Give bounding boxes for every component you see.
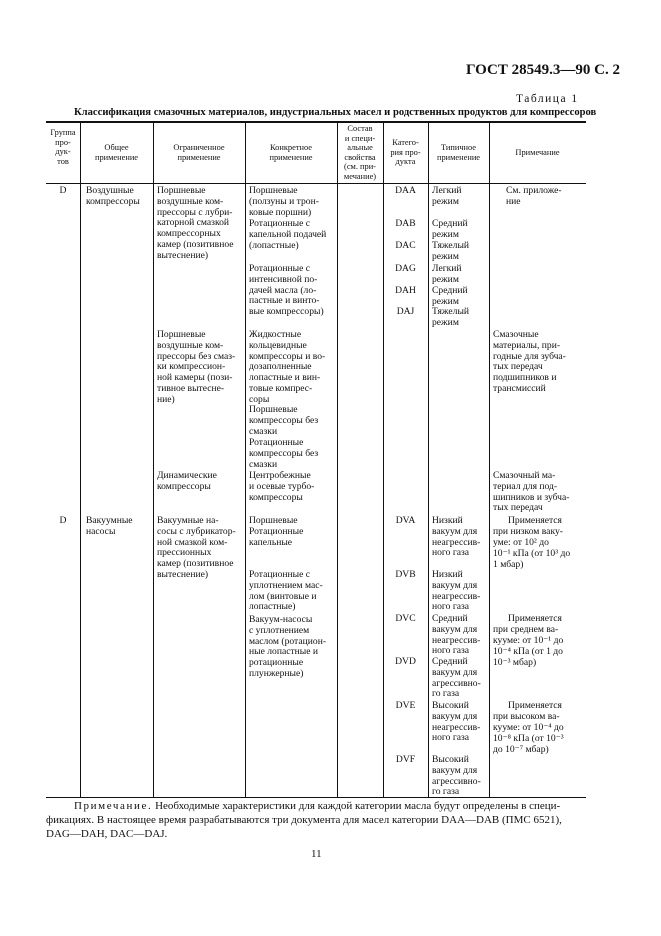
remark-line: до 10⁻⁷ мбар) [493, 744, 549, 755]
category-cell: DAA [395, 185, 416, 196]
col-header-typical: Типичное применение [436, 143, 481, 162]
category-cell: DAC [395, 240, 416, 251]
typical-cell: Легкий режим [432, 263, 462, 285]
remark-line: кууме: от 10⁻⁴ до [493, 722, 564, 733]
remark-cell: Смазочный ма- териал для под- шипников и зубча- тых передач [493, 470, 570, 514]
category-cell: DAB [395, 218, 416, 229]
specific-cell: Поршневые компрессоры без смазки [249, 404, 319, 437]
col-divider [428, 121, 429, 797]
specific-cell: Ротационные с интенсивной по- дачей масла (ло- пастные и винто- вые компрессоры) [249, 263, 324, 318]
col-header-general: Общее применение [94, 143, 139, 162]
page-number: 11 [311, 848, 322, 860]
category-cell: DVE [395, 700, 416, 711]
col-header-group: Группа про- дук- тов [50, 128, 76, 166]
remark-cell: Смазочные материалы, при- годные для зубча- тых передач подшипников и трансмиссий [493, 329, 566, 394]
table-bottom-rule [46, 797, 586, 798]
note-text: Необходимые характеристики для каждой категории масла будут определены в специ- [152, 800, 561, 812]
category-cell: DVC [395, 613, 416, 624]
typical-cell: Низкий вакуум для неагрессив- ного газа [432, 569, 481, 613]
typical-cell: Высокий вакуум для агрессивно- го газа [432, 754, 481, 798]
remark-line: Применяется [508, 613, 562, 624]
col-header-composition: Состав и специ- альные свойства (см. при- мечание) [343, 124, 377, 181]
typical-cell: Низкий вакуум для неагрессив- ного газа [432, 515, 481, 559]
category-cell: DVD [395, 656, 416, 667]
remark-line: уме: от 10² до [493, 537, 549, 548]
table-label: Таблица 1 [516, 93, 579, 105]
remark-line: 10⁻⁴ кПа (от 1 до [493, 646, 563, 657]
specific-cell: Центробежные и осевые турбо- компрессоры [249, 470, 315, 503]
category-cell: DAJ [396, 306, 415, 317]
note-text: DAG—DAH, DAC—DAJ. [46, 828, 168, 840]
col-divider [489, 121, 490, 797]
remark-line: при низком ваку- [493, 526, 563, 537]
limited-cell: Поршневые воздушные ком- прессоры без смаз- ки компрессион- ной камеры (пози- тивное вытесне- ние) [157, 329, 236, 405]
table-top-rule [46, 121, 586, 123]
specific-cell: Ротационные компрессоры без смазки [249, 437, 319, 470]
col-divider [337, 121, 338, 797]
typical-cell: Легкий режим [432, 185, 462, 207]
specific-cell: Ротационные с уплотнением мас- лом (винтовые и лопастные) [249, 569, 323, 613]
remark-line: 10⁻³ мбар) [493, 657, 537, 668]
typical-cell: Тяжелый режим [432, 306, 470, 328]
specific-cell: Ротационные с капельной подачей (лопастные) [249, 218, 327, 251]
limited-cell: Динамические компрессоры [157, 470, 217, 492]
general-cell: Вакуумные насосы [86, 515, 133, 537]
specific-cell: Вакуум-насосы с уплотнением маслом (ротацион- ные лопастные и ротационные плунжерные) [249, 614, 327, 679]
note-label: Примечание. [74, 800, 153, 812]
page-header: ГОСТ 28549.3—90 С. 2 [466, 62, 620, 78]
typical-cell: Средний вакуум для агрессивно- го газа [432, 656, 481, 700]
remark-line: Применяется [508, 700, 562, 711]
category-cell: DVB [395, 569, 416, 580]
typical-cell: Средний режим [432, 218, 468, 240]
col-divider [245, 121, 246, 797]
remark-line: кууме: от 10⁻¹ до [493, 635, 564, 646]
remark-line: 10⁻¹ кПа (от 10³ до [493, 548, 571, 559]
general-cell: Воздушные компрессоры [86, 185, 140, 207]
col-header-category: Катего- рия про- дукта [390, 138, 421, 167]
typical-cell: Высокий вакуум для неагрессив- ного газа [432, 700, 481, 744]
remark-line: при высоком ва- [493, 711, 560, 722]
specific-cell: Поршневые Ротационные капельные [249, 515, 304, 548]
remark-line: при среднем ва- [493, 624, 559, 635]
remark-line: 10⁻⁸ кПа (от 10⁻³ [493, 733, 564, 744]
col-header-specific: Конкретное применение [269, 143, 313, 162]
typical-cell: Средний режим [432, 285, 468, 307]
category-cell: DAG [395, 263, 416, 274]
category-cell: DAH [395, 285, 416, 296]
col-header-limited: Ограниченное применение [173, 143, 225, 162]
limited-cell: Вакуумные на- сосы с лубрикатор- ной смазкой ком- прессионных камер (позитивное вытеснение) [157, 515, 236, 580]
note-paragraph-line [74, 800, 560, 814]
group-cell: D [59, 515, 67, 526]
note-text: фикациях. В настоящее время разрабатываются три документа для масел категории DAA—DAB (ПМС 6521), [46, 814, 562, 826]
group-cell: D [59, 185, 67, 196]
col-divider [153, 121, 154, 797]
remark-cell: См. приложе- ние [506, 185, 562, 207]
category-cell: DVA [395, 515, 416, 526]
specific-cell: Жидкостные кольцевидные компрессоры и во- дозаполненные лопастные и вин- товые компрес- соры [249, 329, 326, 405]
table-title: Классификация смазочных материалов, индустриальных масел и родственных продуктов для компрессоров [74, 107, 597, 118]
specific-cell: Поршневые (ползуны и трон- ковые поршни) [249, 185, 319, 218]
category-cell: DVF [395, 754, 416, 765]
remark-line: Применяется [508, 515, 562, 526]
col-header-remark: Примечание [515, 148, 560, 157]
remark-line: 1 мбар) [493, 559, 524, 570]
col-divider [80, 121, 81, 797]
table-header-rule [46, 183, 586, 184]
typical-cell: Средний вакуум для неагрессив- ного газа [432, 613, 481, 657]
limited-cell: Поршневые воздушные ком- прессоры с лубри- каторной смазкой компрессорных камер (позитивное вытеснение) [157, 185, 234, 261]
typical-cell: Тяжелый режим [432, 240, 470, 262]
